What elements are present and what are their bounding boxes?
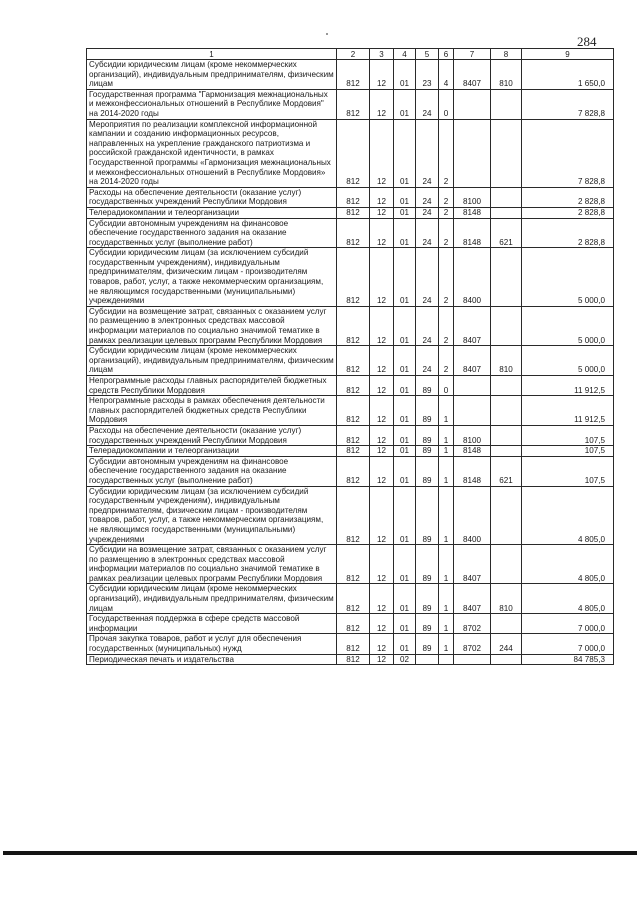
header-cell: 1 (87, 49, 337, 60)
table-row (87, 654, 614, 665)
row-glava: 812 (337, 654, 370, 665)
row-subprogram: 2 (439, 207, 454, 218)
row-amount: 4 805,0 (522, 584, 614, 614)
row-razdel: 12 (370, 346, 394, 376)
row-glava: 812 (337, 376, 370, 396)
row-amount: 7 828,8 (522, 119, 614, 187)
row-program: 89 (416, 376, 439, 396)
row-program: 89 (416, 614, 439, 634)
row-razdel: 12 (370, 486, 394, 545)
row-amount: 7 828,8 (522, 89, 614, 119)
row-subprogram: 0 (439, 89, 454, 119)
header-cell: 2 (337, 49, 370, 60)
row-glava: 812 (337, 89, 370, 119)
row-amount: 1 650,0 (522, 60, 614, 90)
row-vid-raskhodov: 621 (491, 218, 522, 248)
row-subprogram: 1 (439, 614, 454, 634)
row-vid-raskhodov: 810 (491, 60, 522, 90)
row-vid-raskhodov (491, 614, 522, 634)
row-program: 89 (416, 634, 439, 654)
table-row (87, 486, 614, 545)
table-body (87, 60, 614, 665)
row-amount: 107,5 (522, 456, 614, 486)
budget-table (86, 48, 614, 665)
row-glava: 812 (337, 248, 370, 307)
row-amount: 4 805,0 (522, 486, 614, 545)
row-article: 8407 (454, 60, 491, 90)
row-subprogram: 2 (439, 187, 454, 207)
row-program: 24 (416, 306, 439, 345)
row-vid-raskhodov (491, 306, 522, 345)
row-subprogram: 2 (439, 306, 454, 345)
row-vid-raskhodov: 810 (491, 346, 522, 376)
row-program: 24 (416, 346, 439, 376)
row-razdel: 12 (370, 187, 394, 207)
row-amount: 5 000,0 (522, 346, 614, 376)
row-program: 89 (416, 425, 439, 445)
row-podrazdel: 01 (394, 396, 416, 426)
row-podrazdel: 01 (394, 187, 416, 207)
row-vid-raskhodov: 621 (491, 456, 522, 486)
row-podrazdel: 01 (394, 425, 416, 445)
row-podrazdel: 01 (394, 119, 416, 187)
row-program: 24 (416, 119, 439, 187)
row-name: Телерадиокомпании и телеорганизации (87, 207, 337, 218)
row-article: 8400 (454, 486, 491, 545)
table-header-row (87, 49, 614, 60)
row-name: Расходы на обеспечение деятельности (оказание услуг) государственных учреждений Республики Мордовия (87, 425, 337, 445)
row-amount: 2 828,8 (522, 207, 614, 218)
row-podrazdel: 01 (394, 446, 416, 457)
row-article (454, 396, 491, 426)
row-razdel: 12 (370, 60, 394, 90)
row-amount: 5 000,0 (522, 306, 614, 345)
row-program: 89 (416, 584, 439, 614)
row-podrazdel: 01 (394, 306, 416, 345)
row-amount: 84 785,3 (522, 654, 614, 665)
row-glava: 812 (337, 634, 370, 654)
row-article: 8407 (454, 346, 491, 376)
row-amount: 11 912,5 (522, 396, 614, 426)
row-article: 8148 (454, 207, 491, 218)
row-article: 8407 (454, 545, 491, 584)
row-razdel: 12 (370, 425, 394, 445)
row-glava: 812 (337, 218, 370, 248)
row-vid-raskhodov (491, 89, 522, 119)
row-razdel: 12 (370, 614, 394, 634)
row-glava: 812 (337, 446, 370, 457)
row-name: Субсидии юридическим лицам (за исключением субсидий государственным учреждениям), индивидуальным предпринимателям, физическим лицам - производителям товаров, работ, услуг, а также некоммерческим организациям, не являющимся государственными (муниципальными) учреждениями (87, 248, 337, 307)
row-subprogram: 1 (439, 545, 454, 584)
row-vid-raskhodov (491, 486, 522, 545)
row-glava: 812 (337, 425, 370, 445)
table-row (87, 376, 614, 396)
row-article: 8148 (454, 218, 491, 248)
row-amount: 2 828,8 (522, 218, 614, 248)
row-podrazdel: 01 (394, 456, 416, 486)
header-cell: 6 (439, 49, 454, 60)
row-glava: 812 (337, 486, 370, 545)
row-program: 89 (416, 456, 439, 486)
row-subprogram: 2 (439, 218, 454, 248)
row-vid-raskhodov: 244 (491, 634, 522, 654)
row-podrazdel: 01 (394, 248, 416, 307)
row-name: Прочая закупка товаров, работ и услуг для обеспечения государственных (муниципальных) нужд (87, 634, 337, 654)
row-program: 24 (416, 187, 439, 207)
row-name: Государственная программа "Гармонизация межнациональных и межконфессиональных отношений в Республике Мордовия" на 2014-2020 годы (87, 89, 337, 119)
row-program: 24 (416, 207, 439, 218)
header-cell: 5 (416, 49, 439, 60)
row-glava: 812 (337, 119, 370, 187)
row-razdel: 12 (370, 306, 394, 345)
header-cell: 4 (394, 49, 416, 60)
row-program: 89 (416, 396, 439, 426)
row-article (454, 654, 491, 665)
table-row (87, 207, 614, 218)
row-glava: 812 (337, 207, 370, 218)
row-razdel: 12 (370, 119, 394, 187)
row-subprogram: 1 (439, 634, 454, 654)
row-vid-raskhodov: 810 (491, 584, 522, 614)
row-vid-raskhodov (491, 207, 522, 218)
row-vid-raskhodov (491, 654, 522, 665)
row-podrazdel: 01 (394, 346, 416, 376)
table-row (87, 306, 614, 345)
row-vid-raskhodov (491, 425, 522, 445)
row-glava: 812 (337, 60, 370, 90)
row-article: 8407 (454, 306, 491, 345)
row-amount: 4 805,0 (522, 545, 614, 584)
header-cell: 9 (522, 49, 614, 60)
row-razdel: 12 (370, 248, 394, 307)
row-glava: 812 (337, 456, 370, 486)
row-subprogram: 2 (439, 346, 454, 376)
row-name: Государственная поддержка в сфере средств массовой информации (87, 614, 337, 634)
row-name: Периодическая печать и издательства (87, 654, 337, 665)
header-cell: 8 (491, 49, 522, 60)
row-subprogram: 1 (439, 486, 454, 545)
table-row (87, 425, 614, 445)
row-subprogram: 1 (439, 446, 454, 457)
row-name: Мероприятия по реализации комплексной информационной кампании и созданию информационных ресурсов, направленных на укрепление гражданского патриотизма и российской гражданской идентичности, в рамках Государственной программы «Гармонизация межнациональных и межконфессиональных отношений в Республике Мордовия» на 2014-2020 годы (87, 119, 337, 187)
row-razdel: 12 (370, 396, 394, 426)
table-row (87, 584, 614, 614)
row-name: Расходы на обеспечение деятельности (оказание услуг) государственных учреждений Республики Мордовия (87, 187, 337, 207)
table-row (87, 60, 614, 90)
row-vid-raskhodov (491, 396, 522, 426)
row-name: Субсидии юридическим лицам (кроме некоммерческих организаций), индивидуальным предпринимателям, физическим лицам (87, 584, 337, 614)
row-article (454, 119, 491, 187)
table-row (87, 456, 614, 486)
table-row (87, 614, 614, 634)
row-glava: 812 (337, 614, 370, 634)
row-razdel: 12 (370, 207, 394, 218)
row-razdel: 12 (370, 654, 394, 665)
row-name: Непрограммные расходы в рамках обеспечения деятельности главных распорядителей бюджетных средств Республики Мордовия (87, 396, 337, 426)
row-subprogram: 1 (439, 396, 454, 426)
row-program: 89 (416, 545, 439, 584)
row-podrazdel: 01 (394, 634, 416, 654)
table-row (87, 119, 614, 187)
row-razdel: 12 (370, 218, 394, 248)
row-glava: 812 (337, 396, 370, 426)
row-podrazdel: 01 (394, 207, 416, 218)
row-program: 23 (416, 60, 439, 90)
table-row (87, 545, 614, 584)
row-subprogram: 0 (439, 376, 454, 396)
row-program: 89 (416, 486, 439, 545)
table-row (87, 248, 614, 307)
row-program: 24 (416, 89, 439, 119)
header-cell: 3 (370, 49, 394, 60)
row-subprogram: 1 (439, 456, 454, 486)
row-vid-raskhodov (491, 446, 522, 457)
row-article: 8100 (454, 187, 491, 207)
row-program: 24 (416, 218, 439, 248)
row-vid-raskhodov (491, 248, 522, 307)
table-row (87, 89, 614, 119)
row-subprogram: 2 (439, 119, 454, 187)
row-name: Телерадиокомпании и телеорганизации (87, 446, 337, 457)
row-glava: 812 (337, 187, 370, 207)
row-podrazdel: 01 (394, 89, 416, 119)
page-number: 284 (577, 34, 597, 49)
row-glava: 812 (337, 545, 370, 584)
row-amount: 7 000,0 (522, 634, 614, 654)
row-name: Субсидии на возмещение затрат, связанных с оказанием услуг по размещению в электронных средствах массовой информации материалов по социально значимой тематике в рамках реализации целевых программ Республики Мордовия (87, 306, 337, 345)
row-article: 8702 (454, 634, 491, 654)
row-subprogram: 2 (439, 248, 454, 307)
row-razdel: 12 (370, 446, 394, 457)
row-razdel: 12 (370, 456, 394, 486)
row-vid-raskhodov (491, 187, 522, 207)
row-subprogram: 1 (439, 584, 454, 614)
row-razdel: 12 (370, 89, 394, 119)
row-podrazdel: 01 (394, 60, 416, 90)
row-article: 8407 (454, 584, 491, 614)
row-podrazdel: 01 (394, 614, 416, 634)
row-amount: 107,5 (522, 446, 614, 457)
row-razdel: 12 (370, 376, 394, 396)
row-glava: 812 (337, 306, 370, 345)
row-program (416, 654, 439, 665)
row-razdel: 12 (370, 545, 394, 584)
table-row (87, 446, 614, 457)
row-podrazdel: 01 (394, 218, 416, 248)
row-amount: 2 828,8 (522, 187, 614, 207)
row-glava: 812 (337, 346, 370, 376)
table-row (87, 396, 614, 426)
table-row (87, 187, 614, 207)
row-amount: 11 912,5 (522, 376, 614, 396)
row-subprogram: 1 (439, 425, 454, 445)
row-glava: 812 (337, 584, 370, 614)
row-vid-raskhodov (491, 376, 522, 396)
row-article (454, 376, 491, 396)
row-amount: 5 000,0 (522, 248, 614, 307)
row-subprogram: 4 (439, 60, 454, 90)
row-name: Непрограммные расходы главных распорядителей бюджетных средств Республики Мордовия (87, 376, 337, 396)
row-article: 8400 (454, 248, 491, 307)
row-article: 8148 (454, 446, 491, 457)
row-program: 89 (416, 446, 439, 457)
row-name: Субсидии автономным учреждениям на финансовое обеспечение государственного задания на оказание государственных услуг (выполнение работ) (87, 218, 337, 248)
row-name: Субсидии автономным учреждениям на финансовое обеспечение государственного задания на оказание государственных услуг (выполнение работ) (87, 456, 337, 486)
row-article: 8100 (454, 425, 491, 445)
row-razdel: 12 (370, 634, 394, 654)
row-razdel: 12 (370, 584, 394, 614)
row-name: Субсидии юридическим лицам (кроме некоммерческих организаций), индивидуальным предпринимателям, физическим лицам (87, 60, 337, 90)
row-podrazdel: 01 (394, 486, 416, 545)
table-row (87, 346, 614, 376)
row-podrazdel: 02 (394, 654, 416, 665)
scan-speck (326, 33, 328, 35)
row-article (454, 89, 491, 119)
row-amount: 7 000,0 (522, 614, 614, 634)
row-amount: 107,5 (522, 425, 614, 445)
row-program: 24 (416, 248, 439, 307)
row-podrazdel: 01 (394, 376, 416, 396)
row-article: 8148 (454, 456, 491, 486)
row-podrazdel: 01 (394, 545, 416, 584)
row-vid-raskhodov (491, 119, 522, 187)
row-podrazdel: 01 (394, 584, 416, 614)
row-vid-raskhodov (491, 545, 522, 584)
row-subprogram (439, 654, 454, 665)
row-name: Субсидии юридическим лицам (за исключением субсидий государственным учреждениям), индивидуальным предпринимателям, физическим лицам - производителям товаров, работ, услуг, а также некоммерческим организациям, не являющимся государственными (муниципальными) учреждениями (87, 486, 337, 545)
page-bottom-rule (3, 851, 637, 855)
row-name: Субсидии юридическим лицам (кроме некоммерческих организаций), индивидуальным предпринимателям, физическим лицам (87, 346, 337, 376)
table-row (87, 634, 614, 654)
row-name: Субсидии на возмещение затрат, связанных с оказанием услуг по размещению в электронных средствах массовой информации материалов по социально значимой тематике в рамках реализации целевых программ Республики Мордовия (87, 545, 337, 584)
row-article: 8702 (454, 614, 491, 634)
table-row (87, 218, 614, 248)
header-cell: 7 (454, 49, 491, 60)
